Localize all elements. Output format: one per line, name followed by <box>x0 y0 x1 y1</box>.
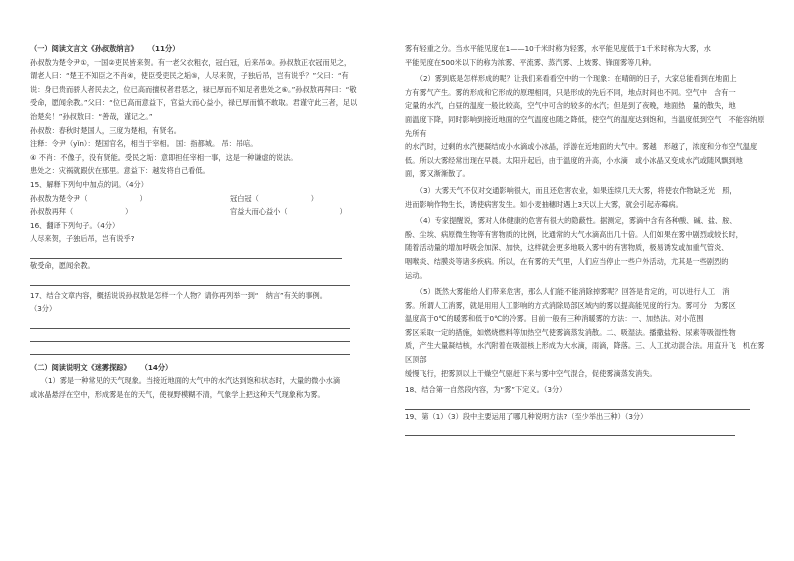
para1-line: 或冰晶悬浮在空中，形成雾是在的天气，使视野模糊不清，气象学上把这种天气现象称为雾。 <box>30 389 325 399</box>
para5-line: 雾区采取一定的措施，如燃烧燃料等加热空气使雾滴蒸发消散。二、吸湿法。播撒盐粉、尿素等吸湿性物 <box>405 327 736 337</box>
para2-line: （2）雾到底是怎样形成的呢？让我们来看看空中的一个现象：在晴朗的日子，大家总能看到在地面上 <box>415 74 737 84</box>
q16-sentence-2: 敬受命，愿闻余教。 <box>30 260 95 270</box>
q19-prompt: 19、第（1）（3）段中主要运用了哪几种说明方法?（至少举出三种）（3分） <box>405 411 648 421</box>
answer-line[interactable] <box>30 246 342 259</box>
para5-line: 雾。所谓人工消雾，就是用用人工影响的方式消除局部区域内的雾以提高能见度的行为。雾可分 为雾区 <box>405 300 736 310</box>
annotation: ④ 不肖：不像子，没有贤能。受民之垢：意即担任宰相一事，这是一种谦虚的说法。 <box>30 152 298 162</box>
para2-line: 定量的水汽，白昼的温度一般比较高，空气中可含的较多的水汽；但是到了夜晚，地面热 量的散失，地 <box>405 101 736 111</box>
para5-line: （5）既然大雾能给人们带来危害，那么人们能不能消除掉雾呢？回答是肯定的，可以进行人工 消 <box>415 287 730 297</box>
section2-heading: （二）阅读说明文《迷雾探踪》 （14分） <box>30 362 173 372</box>
para3-line: 进而影响作物生长，诱使病害发生。如小麦抽穗时遇上3天以上大雾，就会引起赤霉病。 <box>405 199 683 209</box>
para4-line: （4）专家提醒说，雾对人体健康的危害有很大的隐蔽性。据测定，雾滴中含有各种酸、碱、盐、胺、 <box>415 216 737 226</box>
answer-line[interactable] <box>405 397 750 410</box>
intro-line: 平能见度在500米以下的称为浓雾、平流雾、蒸汽雾、上坡雾、锋面雾等几种。 <box>405 57 656 67</box>
para4-line: 随着活动量的增加呼吸会加深、加快，这样就会更多地吸入雾中的有害物质，极易诱发或加重气管炎、 <box>405 243 729 253</box>
intro-line: 雾有轻重之分。当水平能见度在1——10千米时称为轻雾，水平能见度低于1千米时称为大雾，水 <box>405 44 711 53</box>
passage-line: 孙叔敖为楚令尹①，一国②吏民皆来贺。有一老父衣粗衣，冠白冠，后来吊③。孙叔敖正衣冠而见之， <box>30 57 352 67</box>
q15-prompt: 15、解释下列句中加点的词。（4分） <box>30 179 148 189</box>
para4-line: 咽喉炎、结膜炎等诸多疾病。所以，在有雾的天气里，人们应当停止一些户外活动，尤其是一些剧烈的 <box>405 256 729 266</box>
q15-row: 孙叔敖再拜（ ） 官益大而心益小（ ） <box>30 207 347 217</box>
para2-line: 面，雾又渐渐散了。 <box>405 169 470 179</box>
para3-line: （3）大雾天气不仅对交通影响很大，而且还危害农业，如果连续几天大雾，将使农作物缺乏光 照， <box>415 185 737 195</box>
right-column <box>405 42 765 436</box>
passage-line: 治楚矣！”孙叔敖曰：“善哉，谨记之。” <box>30 111 153 121</box>
para5-line: 缓慢飞行，把雾顶以上干燥空气驱赶下来与雾中空气混合，促使雾滴蒸发消失。 <box>405 368 657 378</box>
answer-line[interactable] <box>30 329 350 342</box>
para4-line: 酚、尘埃、病原微生物等有害物质的比例，比通常的大气水滴高出几十倍。人们如果在雾中剧烈或较长时， <box>405 229 743 239</box>
para2-line: 面温度下降，同时影响到接近地面的空气温度也随之降低，使空气的温度达到饱和，当温度低到空气 不能容纳原先所有 <box>405 114 765 138</box>
passage-line: 谓老人曰：“楚王不知臣之不肖④，使臣受吏民之垢⑤，人尽来贺，子独后吊，岂有说乎？”父曰：“有 <box>30 71 349 81</box>
answer-line[interactable] <box>30 316 350 329</box>
para2-line: 方有雾气产生。雾的形成和它形成的原理相同，只是形成的先后不同，地点时间也不同。空气中 含有一 <box>405 87 736 97</box>
section1-heading: （一）阅读文言文《孙叔敖纳言》 （11分） <box>30 44 180 53</box>
para1-line: （1）雾是一种常见的天气现象。当接近地面的大气中的水汽达到饱和状态时，大量的微小水滴 <box>40 376 341 386</box>
para2-line: 低。所以大雾经常出现在早晨。太阳升起后，由于温度的升高，小水滴 或小冰晶又变成水汽或随风飘到地 <box>405 155 743 165</box>
para2-line: 的水汽时，过剩的水汽便凝结成小水滴或小冰晶，浮游在近地面的大气中。雾越 形越了，浓度和分布空气温度 <box>405 142 758 152</box>
para5-line: 质，产生大量凝结核，水汽附着在吸湿核上形成为大水滴，雨滴，降落。三、人工扰动混合法。用直升飞 机在雾区顶部 <box>405 341 765 365</box>
q18-prompt: 18、结合第一自然段内容，为“雾”下定义。（3分） <box>405 385 567 395</box>
q15-row: 孙叔敖为楚令尹（ ） 冠白冠（ ） <box>30 193 318 203</box>
author-note: 孙叔敖：春秋时楚国人，三度为楚相，有贤名。 <box>30 125 181 135</box>
annotation: 注释：令尹（yǐn）：楚国官名，相当于宰相。 国：指都城。 吊：吊唁。 <box>30 139 258 149</box>
annotation: 患处之：灾祸就跟伏在那里。意益下：越发将自己看低。 <box>30 166 210 176</box>
left-column <box>30 42 378 401</box>
answer-line[interactable] <box>30 342 350 355</box>
para5-line: 温度高于0℃的暖雾和低于0℃的冷雾。目前一般有三种消暖雾的方法：一、加热法。对小范围 <box>405 314 704 324</box>
q16-prompt: 16、翻译下列句子。（4分） <box>30 220 120 230</box>
para4-line: 运动。 <box>405 270 427 280</box>
passage-line: 受命，愿闻余教。”父曰：“位已高而意益下，官益大而心益小，禄已厚而慎不敢取。君谨守此三者，足以 <box>30 98 358 108</box>
q16-sentence-1: 人尽来贺，子独后吊，岂有说乎? <box>30 234 135 244</box>
answer-line[interactable] <box>30 273 350 286</box>
answer-line[interactable] <box>405 423 735 436</box>
q17-prompt: 17、结合文章内容，概括说说孙叔敖是怎样一个人物？请你再列举一到“ 纳言”有关的事例。 <box>30 290 327 300</box>
q17-score: （3分） <box>30 304 57 314</box>
passage-line: 说：身已贵而骄人者民去之，位已高而擅权者君恶之，禄已厚而不知足者患处之⑥。”孙叔敖再拜曰：“敬 <box>30 84 357 94</box>
